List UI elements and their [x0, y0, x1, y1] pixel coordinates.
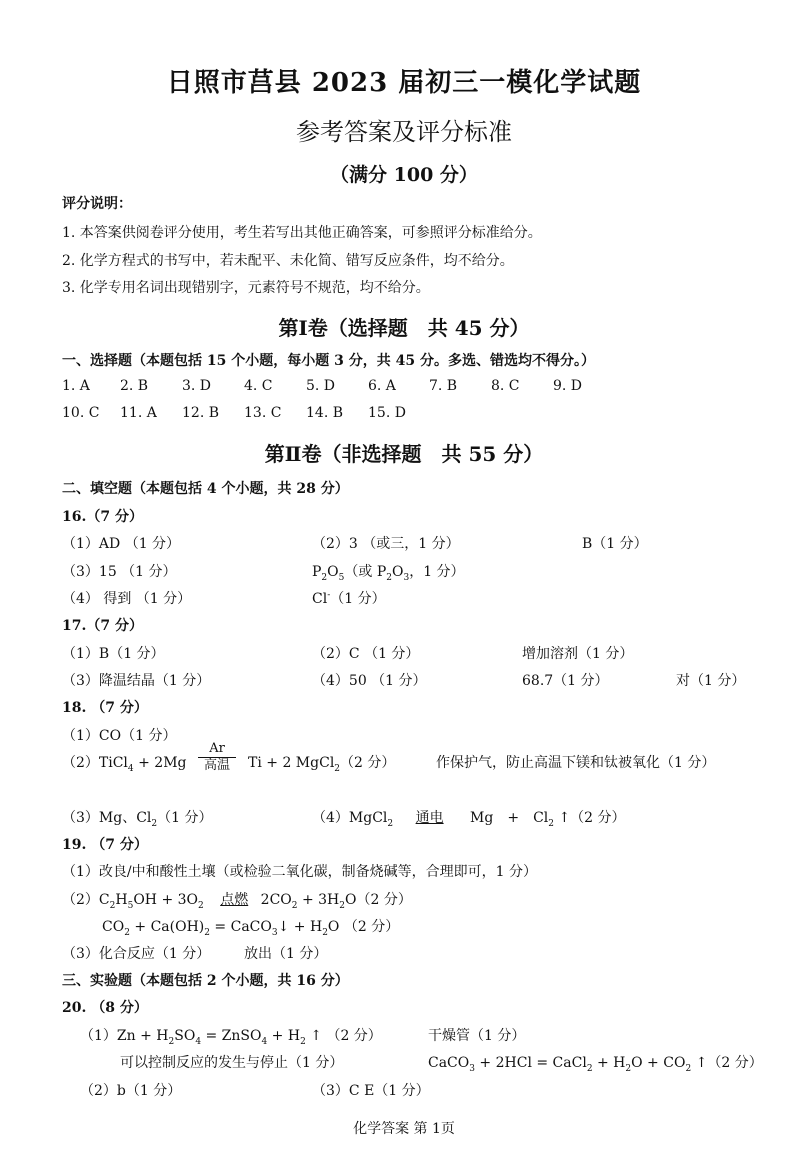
- q16-number: 16.（7 分）: [62, 509, 143, 525]
- answer-item: 14. B: [306, 405, 344, 421]
- q16-answer-3: （3）15 （1 分）: [62, 564, 177, 580]
- q19-number: 19. （7 分）: [62, 837, 148, 853]
- q19-answer-3b: 放出（1 分）: [244, 946, 328, 962]
- q19-answer-2: $(2)C_2H_5OH + 3O_2$ 点燃 $2CO_2 + 3H_2O(2$ 分）: [62, 892, 412, 911]
- q16-answer-2: （2）3 （或三，1 分）: [312, 536, 460, 552]
- ignition-condition: 点燃: [220, 892, 249, 908]
- note-item: 2. 化学方程式的书写中，若未配平、未化简、错写反应条件，均不给分。: [62, 253, 514, 269]
- answer-item: 8. C: [491, 378, 520, 394]
- note-item: 1. 本答案供阅卷评分使用，考生若写出其他正确答案，可参照评分标准给分。: [62, 225, 542, 241]
- q16-answer-3b: $P_2O_5$（或 $P_2O_3$，1 分）: [312, 564, 465, 583]
- answer-item: 9. D: [553, 378, 583, 394]
- q18-answer-4: （4）MgCl$_2$ 通电 Mg + $Cl_2$ ↑（2 分）: [312, 810, 626, 829]
- q17-answer-3: （3）降温结晶（1 分）: [62, 673, 211, 689]
- q20-answer-1c: 可以控制反应的发生与停止（1 分）: [120, 1055, 344, 1071]
- q18-number: 18. （7 分）: [62, 700, 148, 716]
- answer-item: 12. B: [182, 405, 220, 421]
- q17-answer-2: （2）C （1 分）: [312, 646, 420, 662]
- q17-answer-4c: 对（1 分）: [676, 673, 746, 689]
- q16-answer-2b: B（1 分）: [582, 536, 648, 552]
- q20-answer-2: （2）b（1 分）: [80, 1083, 182, 1099]
- answer-item: 5. D: [306, 378, 336, 394]
- section2-heading: 二、填空题（本题包括 4 个小题，共 28 分）: [62, 481, 349, 497]
- part2-title: 第Ⅱ卷（非选择题 共 55 分）: [264, 442, 544, 466]
- answer-item: 2. B: [120, 378, 149, 394]
- answer-item: 4. C: [244, 378, 273, 394]
- page-title: 日照市莒县 2023 届初三一模化学试题: [166, 68, 642, 98]
- q20-answer-1d: CaCO$_3$ + 2HCl = CaCl$_2$ + $H_2O + CO_2$ ↑（2 分）: [428, 1055, 763, 1074]
- q19-answer-2b: $CO_2 + Ca(OH)_2$ = CaCO$_3$↓ + $H_2O$ （2 分）: [102, 919, 400, 938]
- answer-item: 13. C: [244, 405, 282, 421]
- section1-heading: 一、选择题（本题包括 15 个小题，每小题 3 分，共 45 分。多选、错选均不得分。）: [62, 353, 595, 369]
- q18-answer-3: （3）Mg、$Cl_2(1$ 分）: [62, 810, 213, 829]
- q17-answer-4: （4）50 （1 分）: [312, 673, 427, 689]
- q18-equation-right: Ti + 2 MgCl$_2$（2 分）: [248, 755, 396, 774]
- answer-item: 6. A: [368, 378, 396, 394]
- page-footer: 化学答案 第 1页: [353, 1121, 455, 1137]
- q20-answer-1b: 干燥管（1 分）: [428, 1028, 526, 1044]
- page-subtitle: 参考答案及评分标准: [296, 118, 512, 146]
- q17-answer-4b: 68.7（1 分）: [522, 673, 609, 689]
- note-item: 3. 化学专用名词出现错别字，元素符号不规范，均不给分。: [62, 280, 430, 296]
- answer-item: 1. A: [62, 378, 90, 394]
- section3-heading: 三、实验题（本题包括 2 个小题，共 16 分）: [62, 973, 349, 989]
- q17-number: 17.（7 分）: [62, 618, 143, 634]
- q16-answer-4b: Cl-（1 分）: [312, 590, 386, 607]
- reaction-condition: Ar 高温: [198, 741, 236, 774]
- q19-answer-1: （1）改良/中和酸性土壤（或检验二氧化碳，制备烧碱等，合理即可，1 分）: [62, 864, 537, 880]
- part1-title: 第Ⅰ卷（选择题 共 45 分）: [278, 316, 530, 340]
- q19-answer-3: （3）化合反应（1 分）: [62, 946, 211, 962]
- answer-item: 3. D: [182, 378, 212, 394]
- answer-item: 15. D: [368, 405, 406, 421]
- answer-item: 7. B: [429, 378, 458, 394]
- q18-answer-1: （1）CO（1 分）: [62, 728, 177, 744]
- full-score: （满分 100 分）: [330, 164, 478, 186]
- answer-item: 11. A: [120, 405, 157, 421]
- electrolysis-condition: 通电: [415, 810, 444, 826]
- q20-answer-1: $(1)Zn + H_2SO_4$ = ZnSO$_4$ + $H_2$ ↑ （2 分）: [80, 1028, 382, 1047]
- notes-heading: 评分说明：: [62, 196, 132, 212]
- q20-number: 20. （8 分）: [62, 1000, 148, 1016]
- q17-answer-2b: 增加溶剂（1 分）: [522, 646, 634, 662]
- answer-item: 10. C: [62, 405, 100, 421]
- q16-answer-4: （4） 得到 （1 分）: [62, 591, 192, 607]
- q16-answer-1: （1）AD （1 分）: [62, 536, 181, 552]
- q18-answer-2-note: 作保护气，防止高温下镁和钛被氧化（1 分）: [436, 755, 716, 771]
- q18-equation-left: （2）TiCl$_4$ + 2Mg: [62, 755, 187, 774]
- q17-answer-1: （1）B（1 分）: [62, 646, 165, 662]
- q20-answer-3: （3）C E（1 分）: [312, 1083, 430, 1099]
